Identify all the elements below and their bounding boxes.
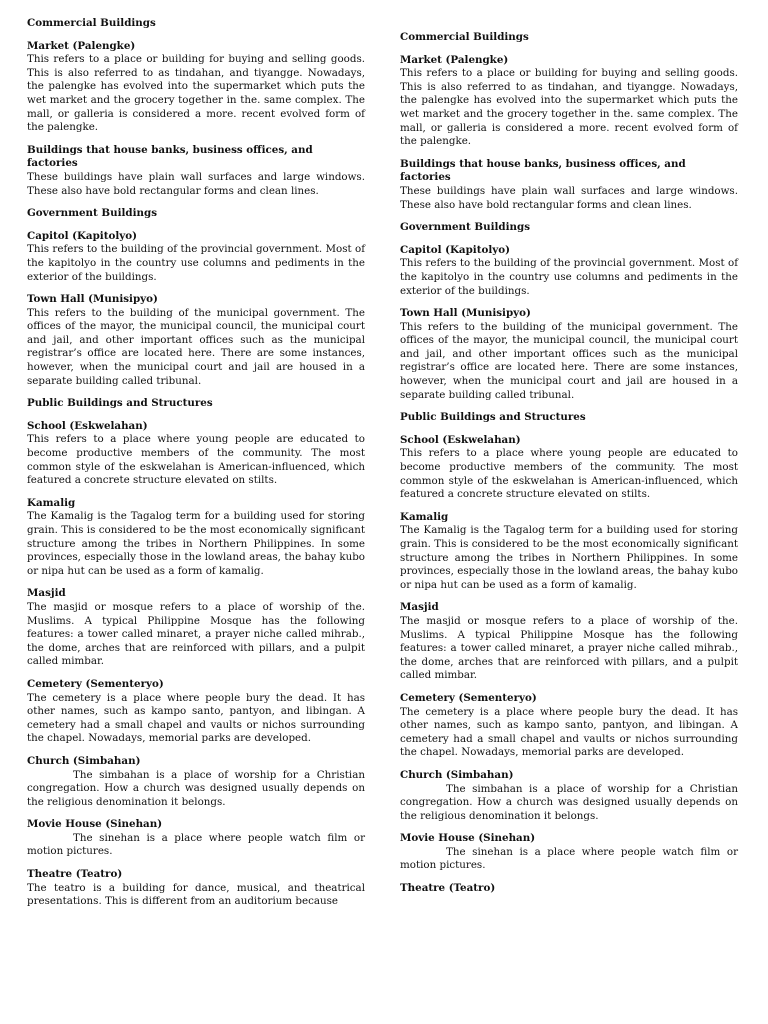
building-section-market-palengke (400, 54, 738, 149)
page-column-right (400, 31, 738, 905)
building-section-theatre-teatro (27, 868, 365, 909)
section-body: The Kamalig is the Tagalog term for a building used for storing grain. This is considered to be the most economically significant structure among the tribes in Northern Philippines. In some provinces, especially those in the lowland areas, the bahay kubo or nipa hut can be used as a form of kamalig. (400, 524, 738, 591)
section-title: Cemetery (Sementeryo) (400, 691, 537, 704)
section-title: Buildings that house banks, business offices, and factories (27, 143, 313, 170)
building-section-masjid (400, 601, 738, 683)
building-section-theatre-teatro (400, 882, 738, 896)
building-section-school-eskwelahan (27, 420, 365, 488)
section-body: The masjid or mosque refers to a place of worship of the. Muslims. A typical Philippine Mosque has the following features: a tower called minaret, a prayer niche called mihrab., the dome, arches that are reinforced with pillars, and a pulpit called mimbar. (27, 600, 365, 668)
building-section-capitol-kapitolyo (400, 244, 738, 298)
building-section-school-eskwelahan (400, 434, 738, 502)
section-title: Cemetery (Sementeryo) (27, 677, 164, 690)
section-title: Church (Simbahan) (27, 754, 141, 767)
section-title: School (Eskwelahan) (27, 419, 148, 432)
section-body: These buildings have plain wall surfaces and large windows. These also have bold rectangular forms and clean lines. (400, 184, 738, 211)
section-body: This refers to the building of the provincial government. Most of the kapitolyo in the country use columns and pediments in the exterior of the buildings. (400, 257, 738, 297)
section-title: Market (Palengke) (27, 39, 136, 52)
section-title: Capitol (Kapitolyo) (27, 229, 137, 242)
section-body: The teatro is a building for dance, musical, and theatrical presentations. This is different from an auditorium because (27, 881, 365, 908)
category-heading-commercial-buildings: Commercial Buildings (27, 17, 156, 29)
section-title: Buildings that house banks, business offices, and factories (400, 157, 686, 184)
building-section-market-palengke (27, 40, 365, 135)
building-section-capitol-kapitolyo (27, 230, 365, 284)
section-body: The masjid or mosque refers to a place of worship of the. Muslims. A typical Philippine Mosque has the following features: a tower called minaret, a prayer niche called mihrab., the dome, arches that are reinforced with pillars, and a pulpit called mimbar. (400, 614, 738, 682)
section-body: These buildings have plain wall surfaces and large windows. These also have bold rectangular forms and clean lines. (27, 170, 365, 197)
section-title: Market (Palengke) (400, 53, 509, 66)
section-body: The sinehan is a place where people watch film or motion pictures. (27, 831, 365, 858)
building-section-church-simbahan (400, 769, 738, 823)
building-section-kamalig (27, 497, 365, 579)
building-section-town-hall-munisipyo (400, 307, 738, 402)
category-heading-public-buildings-and-structures: Public Buildings and Structures (27, 397, 213, 410)
section-title: Town Hall (Munisipyo) (27, 293, 158, 306)
building-section-cemetery-sementeryo (400, 692, 738, 760)
building-section-church-simbahan (27, 755, 365, 809)
category-heading-government-buildings: Government Buildings (400, 221, 530, 234)
building-section-buildings-that-house-banks-business-offices-and-factories (27, 144, 365, 198)
section-body: This refers to a place where young people are educated to become productive members of the community. The most common style of the eskwelahan is American-influenced, which featured a concrete structure elevated on stilts. (27, 433, 365, 487)
section-body: This refers to a place or building for buying and selling goods. This is also referred to as tindahan, and tiyangge. Nowadays, the palengke has evolved into the supermarket which puts the wet market and the grocery together in the. same complex. The mall, or galleria is considered a more. recent evolved form of the palengke. (27, 53, 365, 134)
section-title: Masjid (27, 587, 66, 600)
building-section-kamalig (400, 511, 738, 593)
section-title: Masjid (400, 601, 439, 614)
section-body: The cemetery is a place where people bury the dead. It has other names, such as kampo santo, pantyon, and libingan. A cemetery had a small chapel and vaults or nichos surrounding the chapel. Nowadays, memorial parks are developed. (400, 705, 738, 759)
building-section-movie-house-sinehan (400, 832, 738, 873)
section-title: Theatre (Teatro) (27, 868, 123, 881)
section-title: Kamalig (27, 496, 76, 509)
section-title: School (Eskwelahan) (400, 433, 521, 446)
section-body: This refers to the building of the municipal government. The offices of the mayor, the municipal council, the municipal court and jail, and other important offices such as the municipal registrar’s office are located here. There are some instances, however, when the municipal court and jail are housed in a separate building called tribunal. (27, 306, 365, 387)
section-body: The simbahan is a place of worship for a Christian congregation. How a church was designed usually depends on the religious denomination it belongs. (27, 768, 365, 808)
section-title: Town Hall (Munisipyo) (400, 307, 531, 320)
section-body: This refers to a place or building for buying and selling goods. This is also referred to as tindahan, and tiyangge. Nowadays, the palengke has evolved into the supermarket which puts the wet market and the grocery together in the. same complex. The mall, or galleria is considered a more. recent evolved form of the palengke. (400, 67, 738, 148)
building-section-masjid (27, 587, 365, 669)
building-section-cemetery-sementeryo (27, 678, 365, 746)
section-title: Kamalig (400, 510, 449, 523)
section-title: Movie House (Sinehan) (400, 832, 536, 845)
section-body: The sinehan is a place where people watch film or motion pictures. (400, 845, 738, 872)
section-title: Church (Simbahan) (400, 768, 514, 781)
building-section-buildings-that-house-banks-business-offices-and-factories (400, 158, 738, 212)
section-body: The cemetery is a place where people bury the dead. It has other names, such as kampo santo, pantyon, and libingan. A cemetery had a small chapel and vaults or nichos surrounding the chapel. Nowadays, memorial parks are developed. (27, 691, 365, 745)
building-section-movie-house-sinehan (27, 818, 365, 859)
section-body: This refers to the building of the municipal government. The offices of the mayor, the municipal council, the municipal court and jail, and other important offices such as the municipal registrar’s office are located here. There are some instances, however, when the municipal court and jail are housed in a separate building called tribunal. (400, 320, 738, 401)
section-body: The Kamalig is the Tagalog term for a building used for storing grain. This is considered to be the most economically significant structure among the tribes in Northern Philippines. In some provinces, especially those in the lowland areas, the bahay kubo or nipa hut can be used as a form of kamalig. (27, 510, 365, 577)
section-title: Theatre (Teatro) (400, 882, 496, 895)
section-body: This refers to a place where young people are educated to become productive members of the community. The most common style of the eskwelahan is American-influenced, which featured a concrete structure elevated on stilts. (400, 447, 738, 501)
section-body: The simbahan is a place of worship for a Christian congregation. How a church was designed usually depends on the religious denomination it belongs. (400, 782, 738, 822)
building-section-town-hall-munisipyo (27, 293, 365, 388)
category-heading-government-buildings: Government Buildings (27, 207, 157, 220)
section-title: Capitol (Kapitolyo) (400, 243, 510, 256)
section-title: Movie House (Sinehan) (27, 818, 163, 831)
category-heading-public-buildings-and-structures: Public Buildings and Structures (400, 411, 586, 424)
page-column-left (27, 17, 365, 918)
category-heading-commercial-buildings: Commercial Buildings (400, 31, 529, 43)
section-body: This refers to the building of the provincial government. Most of the kapitolyo in the country use columns and pediments in the exterior of the buildings. (27, 243, 365, 283)
